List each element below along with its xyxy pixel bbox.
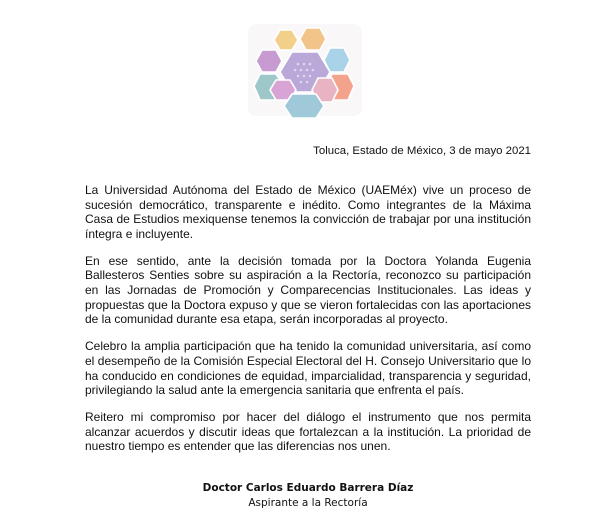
letter-date: Toluca, Estado de México, 3 de mayo 2021 xyxy=(313,145,531,157)
hex-top-left xyxy=(274,30,298,50)
hex-bottom xyxy=(284,94,324,118)
letter-body xyxy=(85,183,531,467)
hex-top-right xyxy=(300,28,326,50)
signature-name: Doctor Carlos Eduardo Barrera Díaz xyxy=(202,482,414,494)
signature-block xyxy=(0,481,616,511)
uaemex-hexagon-logo xyxy=(246,20,364,120)
signature-title: Aspirante a la Rectoría xyxy=(248,497,368,509)
letter-paragraph-2: En ese sentido, ante la decisión tomada por la Doctora Yolanda Eugenia Ballesteros Senties sobre su aspiración a la Rectoría, reconozco su participación en las Jornadas de Promoción y Comparecencias Institucionales. Las ideas y propuestas que la Doctora expuso y que se vieron fortalecidas con las aportaciones de la comunidad durante esa etapa, serán incorporadas al proyecto. xyxy=(85,253,531,327)
hex-left-upper xyxy=(256,50,282,72)
letter-paragraph-3: Celebro la amplia participación que ha tenido la comunidad universitaria, así como el desempeño de la Comisión Especial Electoral del H. Consejo Universitario que lo ha conducido en condiciones de equidad, imparcialidad, transparencia y seguridad, privilegiando la salud ante la emergencia sanitaria que enfrenta el país. xyxy=(85,339,531,398)
letter-paragraph-4: Reitero mi compromiso por hacer del diálogo el instrumento que nos permita alcanzar acuerdos y discutir ideas que fortalezcan a la institución. La prioridad de nuestro tiempo es entender que las diferencias nos unen. xyxy=(85,410,531,454)
letter-paragraph-1: La Universidad Autónoma del Estado de México (UAEMéx) vive un proceso de sucesión democrático, transparente e inédito. Como integrantes de la Máxima Casa de Estudios mexiquense tenemos la convicción de trabajar por una institución íntegra e incluyente. xyxy=(85,183,531,241)
